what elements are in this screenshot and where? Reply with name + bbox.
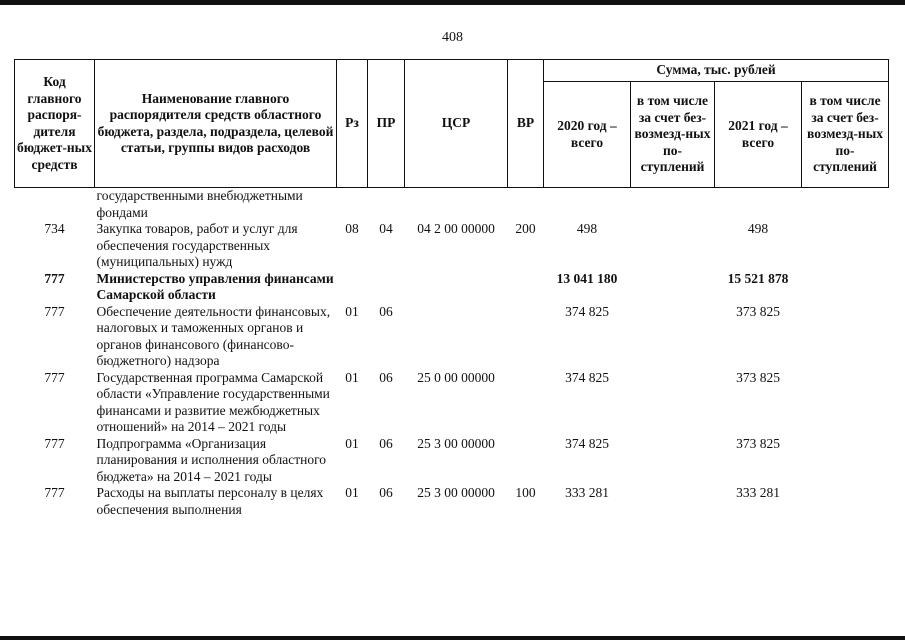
header-csr: ЦСР — [405, 60, 508, 188]
cell-pr: 06 — [379, 485, 393, 500]
top-border-line — [0, 0, 905, 5]
page-number: 408 — [442, 30, 463, 45]
cell-csr — [405, 304, 508, 370]
header-vr: ВР — [508, 60, 544, 188]
cell-free-2020 — [631, 304, 715, 370]
cell-rz: 01 — [345, 369, 359, 385]
table-header — [15, 60, 889, 188]
cell-total-2020: 333 281 — [565, 485, 609, 500]
cell-vr — [508, 188, 544, 222]
cell-rz — [337, 271, 368, 304]
header-2021-total: 2021 год – всего — [715, 82, 802, 188]
cell-rz: 01 — [345, 303, 359, 319]
cell-total-2020: 374 825 — [565, 435, 609, 451]
cell-free-2020 — [631, 436, 715, 486]
table-row — [15, 271, 889, 304]
budget-table — [14, 59, 889, 518]
cell-code: 777 — [44, 369, 65, 385]
header-name: Наименование главного распорядителя средств областного бюджета, раздела, подраздела, целевой статьи, группы видов расходов — [95, 60, 337, 188]
cell-code: 777 — [44, 270, 65, 286]
cell-free-2021 — [802, 271, 889, 304]
cell-total-2021: 373 825 — [736, 369, 780, 385]
cell-total-2021: 333 281 — [736, 485, 780, 500]
cell-free-2020 — [631, 188, 715, 222]
cell-code: 777 — [44, 485, 65, 500]
cell-vr — [508, 271, 544, 304]
cell-total-2020: 13 041 180 — [556, 270, 618, 286]
cell-rz: 01 — [345, 435, 359, 451]
cell-csr: 04 2 00 00000 — [417, 221, 495, 236]
cell-vr — [508, 304, 544, 370]
cell-pr: 04 — [379, 221, 393, 236]
cell-free-2021 — [802, 188, 889, 222]
cell-free-2020 — [631, 370, 715, 436]
cell-vr: 200 — [515, 221, 536, 236]
header-sum-group: Сумма, тыс. рублей — [544, 60, 889, 82]
cell-free-2021 — [802, 221, 889, 271]
table-row — [15, 188, 889, 222]
cell-total-2020: 498 — [576, 221, 598, 236]
table-row — [15, 436, 889, 486]
table-row — [15, 370, 889, 436]
cell-total-2020 — [544, 188, 631, 222]
cell-csr — [405, 188, 508, 222]
cell-free-2021 — [802, 485, 889, 518]
cell-pr: 06 — [379, 369, 393, 385]
cell-csr: 25 0 00 00000 — [417, 369, 495, 385]
cell-code: 734 — [44, 221, 65, 236]
cell-code — [15, 188, 95, 222]
cell-code: 777 — [44, 435, 65, 451]
cell-csr: 25 3 00 00000 — [417, 485, 495, 500]
cell-name: Расходы на выплаты персоналу в целях обеспечения выполнения — [96, 485, 324, 517]
cell-total-2020: 374 825 — [565, 303, 609, 319]
cell-code: 777 — [44, 303, 65, 319]
cell-total-2021 — [715, 188, 802, 222]
bottom-border-line — [0, 636, 905, 640]
cell-free-2020 — [631, 221, 715, 271]
table-row — [15, 304, 889, 370]
cell-pr — [368, 271, 405, 304]
cell-name: Подпрограмма «Организация планирования и исполнения областного бюджета» на 2014 – 2021 годы — [96, 435, 327, 484]
cell-name: Министерство управления финансами Самарской области — [96, 270, 334, 302]
cell-csr — [405, 271, 508, 304]
cell-free-2020 — [631, 485, 715, 518]
cell-name: Обеспечение деятельности финансовых, налоговых и таможенных органов и органов финансового (финансово-бюджетного) надзора — [96, 303, 331, 368]
header-2020-free: в том числе за счет без-возмезд-ных по-ступлений — [631, 82, 715, 188]
header-2020-total: 2020 год – всего — [544, 82, 631, 188]
cell-name: Закупка товаров, работ и услуг для обеспечения государственных (муниципальных) нужд — [96, 221, 298, 269]
cell-total-2021: 373 825 — [736, 303, 780, 319]
cell-name: государственными внебюджетными фондами — [96, 188, 303, 220]
cell-pr: 06 — [379, 435, 393, 451]
cell-total-2021: 15 521 878 — [727, 270, 789, 286]
cell-total-2020: 374 825 — [565, 369, 609, 385]
cell-pr — [368, 188, 405, 222]
table-row — [15, 485, 889, 518]
cell-free-2021 — [802, 304, 889, 370]
cell-free-2020 — [631, 271, 715, 304]
cell-free-2021 — [802, 370, 889, 436]
cell-free-2021 — [802, 436, 889, 486]
cell-vr: 100 — [515, 485, 536, 500]
table-row — [15, 221, 889, 271]
cell-csr: 25 3 00 00000 — [417, 435, 495, 451]
cell-total-2021: 373 825 — [736, 435, 780, 451]
cell-total-2021: 498 — [747, 221, 769, 236]
header-code: Код главного распоря-дителя бюджет-ных средств — [15, 60, 95, 188]
cell-rz: 08 — [345, 221, 359, 236]
cell-rz — [337, 188, 368, 222]
table-body — [15, 188, 889, 519]
header-rz: Рз — [337, 60, 368, 188]
header-pr: ПР — [368, 60, 405, 188]
cell-pr: 06 — [379, 303, 393, 319]
cell-name: Государственная программа Самарской области «Управление государственными финансами и развитие межбюджетных отношений» на 2014 – 2021 годы — [96, 369, 330, 434]
cell-vr — [508, 370, 544, 436]
header-2021-free: в том числе за счет без-возмезд-ных по-ступлений — [802, 82, 889, 188]
cell-rz: 01 — [345, 485, 359, 500]
cell-vr — [508, 436, 544, 486]
